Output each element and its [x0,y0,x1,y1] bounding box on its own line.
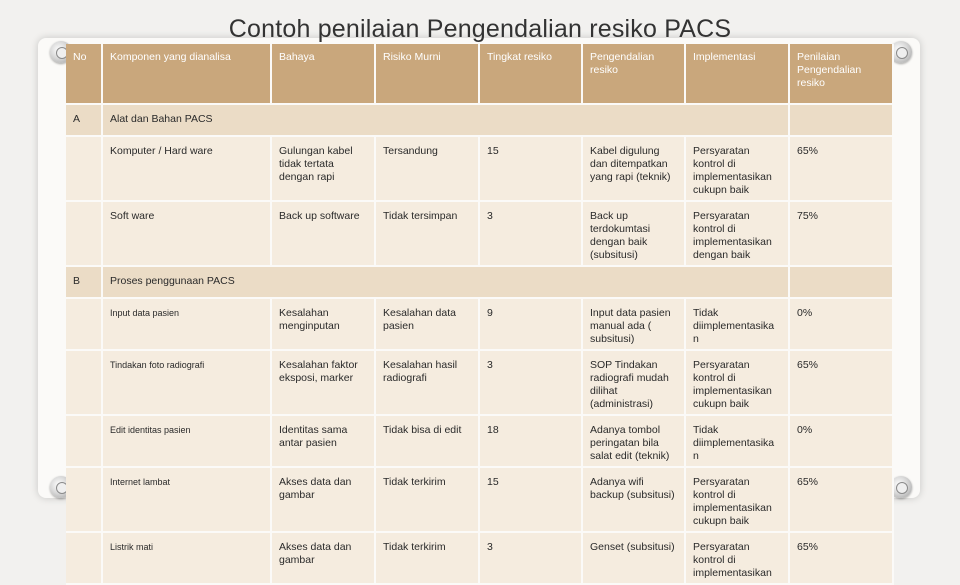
tingkat-cell: 9 [480,299,583,351]
tingkat-cell: 15 [480,137,583,202]
tingkat-cell: 15 [480,468,583,533]
implementasi-cell: Persyaratan kontrol di implementasikan [686,533,790,585]
implementasi-cell: Tidak diimplementasika n [686,299,790,351]
tingkat-cell: 3 [480,533,583,585]
no-cell [66,299,103,351]
table-row [66,137,894,202]
header-cell: Penilaian Pengendalian resiko [790,44,894,105]
implementasi-cell: Persyaratan kontrol di implementasikan cukupn baik [686,351,790,416]
implementasi-cell: Persyaratan kontrol di implementasikan dengan baik [686,202,790,267]
section-row [66,105,894,137]
bahaya-cell: Kesalahan faktor eksposi, marker [272,351,376,416]
komponen-cell: Komputer / Hard ware [103,137,272,202]
table-row [66,468,894,533]
risiko-cell: Tidak tersimpan [376,202,480,267]
penilaian-cell: 65% [790,533,894,585]
pengendalian-cell: Adanya wifi backup (subsitusi) [583,468,686,533]
pengendalian-cell: Genset (subsitusi) [583,533,686,585]
bahaya-cell: Identitas sama antar pasien [272,416,376,468]
komponen-cell: Edit identitas pasien [103,416,272,468]
penilaian-cell: 65% [790,137,894,202]
section-label: Proses penggunaan PACS [103,267,790,299]
section-no: B [66,267,103,299]
implementasi-cell: Tidak diimplementasika n [686,416,790,468]
table-header-row [66,44,894,105]
penilaian-cell: 0% [790,299,894,351]
risiko-cell: Tidak terkirim [376,468,480,533]
komponen-cell: Internet lambat [103,468,272,533]
no-cell [66,468,103,533]
table-row [66,202,894,267]
pengendalian-cell: Input data pasien manual ada ( subsitusi) [583,299,686,351]
penilaian-cell: 65% [790,351,894,416]
tingkat-cell: 3 [480,351,583,416]
komponen-cell: Listrik mati [103,533,272,585]
table-row [66,416,894,468]
risk-table [66,44,894,585]
bahaya-cell: Kesalahan menginputan [272,299,376,351]
bahaya-cell: Akses data dan gambar [272,468,376,533]
header-cell: Tingkat resiko [480,44,583,105]
komponen-cell: Input data pasien [103,299,272,351]
pengendalian-cell: Kabel digulung dan ditempatkan yang rapi (teknik) [583,137,686,202]
risiko-cell: Kesalahan data pasien [376,299,480,351]
header-cell: Risiko Murni [376,44,480,105]
komponen-cell: Tindakan foto radiografi [103,351,272,416]
header-cell: Komponen yang dianalisa [103,44,272,105]
header-cell: Pengendalian resiko [583,44,686,105]
section-row [66,267,894,299]
bahaya-cell: Back up software [272,202,376,267]
table-row [66,299,894,351]
komponen-cell: Soft ware [103,202,272,267]
implementasi-cell: Persyaratan kontrol di implementasikan cukupn baik [686,137,790,202]
pengendalian-cell: Adanya tombol peringatan bila salat edit (teknik) [583,416,686,468]
no-cell [66,202,103,267]
pengendalian-cell: Back up terdokumtasi dengan baik (subsitusi) [583,202,686,267]
pengendalian-cell: SOP Tindakan radiografi mudah dilihat (administrasi) [583,351,686,416]
no-cell [66,416,103,468]
penilaian-cell: 0% [790,416,894,468]
risiko-cell: Tersandung [376,137,480,202]
penilaian-cell: 65% [790,468,894,533]
section-label: Alat dan Bahan PACS [103,105,790,137]
tingkat-cell: 18 [480,416,583,468]
section-no: A [66,105,103,137]
header-cell: Implementasi [686,44,790,105]
risiko-cell: Tidak bisa di edit [376,416,480,468]
no-cell [66,533,103,585]
risiko-cell: Kesalahan hasil radiografi [376,351,480,416]
header-cell: No [66,44,103,105]
table-row [66,351,894,416]
bahaya-cell: Gulungan kabel tidak tertata dengan rapi [272,137,376,202]
tingkat-cell: 3 [480,202,583,267]
section-empty [790,267,894,299]
no-cell [66,137,103,202]
bahaya-cell: Akses data dan gambar [272,533,376,585]
implementasi-cell: Persyaratan kontrol di implementasikan cukupn baik [686,468,790,533]
no-cell [66,351,103,416]
header-cell: Bahaya [272,44,376,105]
section-empty [790,105,894,137]
penilaian-cell: 75% [790,202,894,267]
table-row [66,533,894,585]
page-title: Contoh penilaian Pengendalian resiko PACS [228,15,732,43]
risiko-cell: Tidak terkirim [376,533,480,585]
